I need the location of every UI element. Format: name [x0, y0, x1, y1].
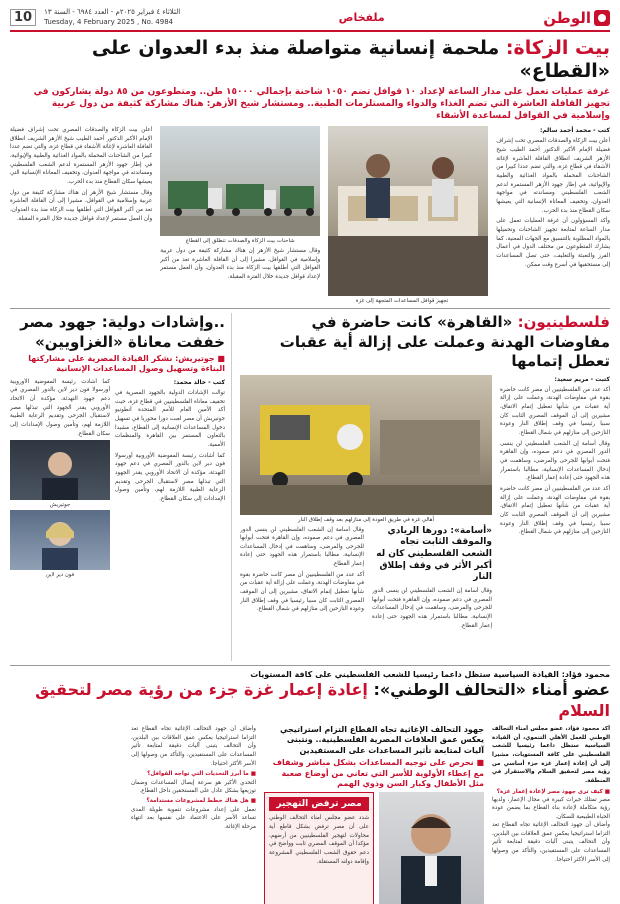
- top-story-column-1: [496, 126, 610, 316]
- palestinians-headline-text: «القاهرة» كانت حاضرة في مفاوضات الهدنة وعملت على إزالة أية عقبات تعطل إتمامها: [279, 313, 610, 371]
- osama-paragraph: وقال أسامة إن الشعب الفلسطيني لن ينسى الدور المصري في دعم صموده، وإن القاهرة فتحت أبوابها للجرحى والمرضى، وساهمت في إدخال المساعدات الإنسانية، مطالبا باستمرار هذه الجهود حتى إعادة إعمار القطاع.: [372, 587, 492, 629]
- bottom-subhead-1: جهود التحالف الإغاثية تجاه القطاع التزام استراتيجي يعكس عمق العلاقات المصرية الفلسطينية.. ونتبنى آليات لمتابعة تأثير المساعدات على المستفيدين: [279, 725, 484, 755]
- top-story-column-3: [160, 247, 320, 307]
- logo-text: الوطن: [543, 8, 591, 27]
- guterres-photo: [10, 440, 110, 500]
- middle-section: [10, 313, 610, 661]
- qa-item-1: [492, 788, 610, 822]
- no-displacement-title: مصر ترفض التهجير: [269, 797, 369, 811]
- top-photo-2-wrap: [160, 126, 320, 316]
- qa-answer-2: التحدي الأكبر هو سرعة إيصال المساعدات وضمان توزيعها بشكل عادل على المستحقين داخل القطاع.: [131, 779, 256, 795]
- osama-quote-title: «أسامة»: دورها الريادي والموقف الثابت تجاه الشعب الفلسطيني كان له أكبر الأثر في وقف إطلاق النار: [376, 525, 492, 583]
- international-body: [10, 378, 225, 648]
- top-story-paragraph-5: وقال مستشار شيخ الأزهر إن هناك مشاركة كثيفة من دول عربية وإسلامية في القوافل، مشيرا إلى أن القافلة العاشرة تعد من أكبر القوافل التي أطلقها بيت الزكاة منذ بدء العدوان، وأن العمل مستمر لإعداد قوافل جديدة خلال الفترة المقبلة.: [10, 189, 153, 222]
- page-number: 10: [10, 9, 36, 26]
- issue-meta: [44, 8, 180, 26]
- bottom-kicker: محمود فؤاد: القيادة السياسية ستظل داعما رئيسيا للشعب الفلسطيني على كافة المستويات: [250, 670, 610, 680]
- main-headline-kicker: بيت الزكاة:: [505, 37, 610, 59]
- bottom-paragraph-1: وأضاف أن جهود التحالف الإغاثية تجاه القطاع تعد التزاما استراتيجيا يعكس عمق العلاقات بين البلدين، وأن التحالف يتبنى آليات دقيقة لمتابعة تأثير المساعدات على المستفيدين، والتأكد من وصولها إلى الأسر الأكثر احتياجا.: [492, 822, 610, 863]
- qa-question-2: ■ ما أبرز التحديات التي تواجه القوافل؟: [147, 771, 256, 778]
- palestinians-column-2: [240, 526, 364, 656]
- international-side: [10, 378, 110, 648]
- bottom-subhead-2: ■ نحرص على توجيه المساعدات بشكل مباشر وشفاف مع إعطاء الأولوية للأسر التي تعاني من أوضاع صعبة مثل الأطفال وكبار السن وذوي الهمم: [272, 758, 484, 788]
- palestinians-headline: [240, 313, 610, 372]
- return-photo: [240, 375, 492, 515]
- return-illustration-icon: [240, 375, 492, 515]
- palestinians-byline: كتبت - مريم سعيد:: [554, 375, 610, 383]
- photo-illustration-icon: [328, 126, 488, 296]
- qa-question-3: ■ هل هناك خطط لمشروعات مستدامة؟: [146, 798, 256, 805]
- main-headline: [10, 37, 610, 83]
- international-headline: ..وإشادات دولية: جهود مصر خففت معاناة «الغزاويين»: [20, 313, 225, 351]
- no-displacement-text: شدد عضو مجلس أمناء التحالف الوطني على أن مصر ترفض بشكل قاطع أية محاولات لتهجير الفلسطينيين من أرضهم، مؤكدا أن الموقف المصري ثابت وواضح في دعم حقوق الشعب الفلسطيني المشروعة وإقامة دولته المستقلة.: [269, 815, 369, 865]
- date-english: Tuesday, 4 February 2025 , No. 4984: [44, 17, 174, 26]
- top-story-paragraph-4: أعلن بيت الزكاة والصدقات المصري تحت إشراف فضيلة الإمام الأكبر الدكتور أحمد الطيب شيخ الأزهر الشريف انطلاق القافلة العاشرة لإغاثة الأشقاء في قطاع غزة، والتي تضم عددا كبيرا من الشاحنات المحملة بالمواد الغذائية والطبية والإيوائية، في إطار جهود الأزهر المستمرة لدعم الشعب الفلسطيني ومساندته في مواجهة العدوان، وتخفيف المعاناة الإنسانية التي يعيشها سكان القطاع منذ بدء الحرب.: [10, 127, 153, 185]
- international-paragraph-1: توالت الإشادات الدولية بالجهود المصرية في تخفيف معاناة الفلسطينيين في قطاع غزة، حيث أكد الأمين العام للأمم المتحدة أنطونيو جوتيريش أن مصر لعبت دورا محوريا في تسهيل دخول المساعدات الإنسانية إلى القطاع، مشيدا بالتعاون المستمر بين القاهرة والمنظمات الأممية.: [115, 390, 225, 449]
- bottom-body: [10, 725, 610, 904]
- von-der-leyen-photo: [10, 510, 110, 570]
- mahmoud-fouad-portrait-icon: [379, 792, 484, 904]
- section-tag: ملفخاص: [338, 11, 385, 24]
- bottom-center: [264, 725, 484, 904]
- quote-block: [372, 526, 492, 657]
- main-headline-text: ملحمة إنسانية متواصلة منذ بدء العدوان على «القطاع»: [91, 37, 610, 82]
- qa-answer-3: نعمل على إعداد مشروعات تنموية طويلة المدى تساعد الأسر على الاعتماد على نفسها بعد انتهاء مرحلة الإغاثة.: [131, 806, 256, 830]
- qa-question-1: ■ كيف ترى جهود مصر لإعادة إعمار غزة؟: [496, 788, 610, 795]
- return-photo-caption: أهالي غزة في طريق العودة إلى منازلهم بعد وقف إطلاق النار: [298, 516, 434, 523]
- von-der-leyen-portrait-icon: [10, 510, 110, 570]
- top-story-column-4: [10, 126, 152, 316]
- palestinians-body: [240, 375, 610, 665]
- international-paragraph-2: كما أشادت رئيسة المفوضية الأوروبية أورسولا فون دير لاين بالدور المصري في دعم جهود التهدئة، مؤكدة أن الاتحاد الأوروبي يقدر الجهود التي تبذلها مصر لاستقبال الجرحى وتقديم الرعاية الطبية اللازمة لهم، وتأمين وصول الإمدادات إلى سكان القطاع.: [115, 452, 225, 502]
- top-story-paragraph-3: وقال مستشار شيخ الأزهر إن هناك مشاركة كثيفة من دول عربية وإسلامية في القوافل، مشيرا إلى أن القافلة العاشرة تعد من أكبر القوافل التي أطلقها بيت الزكاة منذ بدء العدوان، وأن العمل مستمر لإعداد قوافل جديدة خلال الفترة المقبلة.: [160, 248, 321, 280]
- palestinians-paragraph-1: أكد عدد من الفلسطينيين أن مصر كانت حاضرة بقوة في مفاوضات الهدنة، وعملت على إزالة أية عقبات من شأنها تعطيل إتمام الاتفاق، مشيرين إلى أن الموقف المصري الثابت كان سببا رئيسيا في وقف إطلاق النار وعودة النازحين إلى منازلهم في شمال القطاع.: [500, 386, 610, 437]
- main-subhead: غرفة عمليات تعمل على مدار الساعة لإعداد ١٠ قوافل تضم ١٠٥٠ شاحنة بإجمالي ١٥٠٠٠ طن.. ومتطوعون من ٨٥ دولة يشاركون في تجهيز القافلة العاشرة التي تضم الغذاء والدواء والمستلزمات الطبية.. ومستشار شيخ الأزهر: هناك مشاركة كثيفة من دول عربية وإسلامية في القوافل لمساعدة الأشقاء: [33, 86, 610, 121]
- bottom-headline-kicker: عضو أمناء «التحالف الوطني»:: [373, 680, 610, 700]
- palestinians-paragraph-3: أكد عدد من الفلسطينيين أن مصر كانت حاضرة بقوة في مفاوضات الهدنة، وعملت على إزالة أية عقبات من شأنها تعطيل إتمام الاتفاق، مشيرين إلى أن الموقف المصري الثابت كان سببا رئيسيا في وقف إطلاق النار وعودة النازحين إلى منازلهم في شمال القطاع.: [500, 486, 610, 536]
- qa-answer-1: مصر تمتلك خبرات كبيرة في مجال الإعمار، ولديها رؤية متكاملة لإعادة بناء القطاع بما يضمن عودة الحياة الطبيعية للسكان.: [492, 796, 610, 820]
- international-column-1: [115, 378, 225, 648]
- issue-info: [10, 8, 180, 26]
- top-photo-1-wrap: [328, 126, 488, 316]
- palestinians-lower: [240, 526, 492, 657]
- trucks-illustration-icon: [160, 126, 320, 236]
- logo-icon: [594, 10, 610, 26]
- bottom-headline-text: إعادة إعمار غزة جزء من رؤية مصر لتحقيق السلام: [35, 680, 610, 721]
- top-story-paragraph-1: أعلن بيت الزكاة والصدقات المصري تحت إشراف فضيلة الإمام الأكبر الدكتور أحمد الطيب شيخ الأزهر الشريف انطلاق القافلة العاشرة لإغاثة الأشقاء في قطاع غزة، والتي تضم عددا كبيرا من الشاحنات المحملة بالمواد الغذائية والطبية والإيوائية، في إطار جهود الأزهر المستمرة لدعم الشعب الفلسطيني ومساندته في مواجهة العدوان، وتخفيف المعاناة الإنسانية التي يعيشها سكان القطاع منذ بدء الحرب.: [496, 138, 610, 214]
- guterres-portrait-icon: [10, 440, 110, 500]
- palestinians-paragraph-4: وقال أسامة إن الشعب الفلسطيني لن ينسى الدور المصري في دعم صموده، وإن القاهرة فتحت أبوابها للجرحى والمرضى، وساهمت في إدخال المساعدات الإنسانية، مطالبا باستمرار هذه الجهود حتى إعادة إعمار القطاع.: [240, 526, 364, 568]
- international-byline: كتب - خالد محمد:: [173, 378, 225, 386]
- bottom-center-row: [264, 792, 484, 904]
- guterres-label: جوتيريش: [49, 501, 71, 508]
- osama-quote-body: [372, 587, 492, 657]
- international-column-2: [10, 378, 110, 438]
- qa-item-2: [131, 770, 256, 795]
- palestinians-media: [240, 375, 492, 665]
- palestinians-paragraph-2: وقال أسامة إن الشعب الفلسطيني لن ينسى الدور المصري في دعم صموده، وإن القاهرة فتحت أبوابها للجرحى والمرضى، وساهمت في إدخال المساعدات الإنسانية، مطالبا باستمرار هذه الجهود حتى إعادة إعمار القطاع.: [500, 440, 610, 482]
- bottom-paragraph-2: وأضاف أن جهود التحالف الإغاثية تجاه القطاع تعد التزاما استراتيجيا يعكس عمق العلاقات بين البلدين، وأن التحالف يتبنى آليات دقيقة لمتابعة تأثير المساعدات على المستفيدين، والتأكد من وصولها إلى الأسر الأكثر احتياجا.: [131, 726, 256, 767]
- international-story: [10, 313, 232, 661]
- aid-photo-caption: تجهيز قوافل المساعدات المتجهة إلى غزة: [355, 298, 449, 305]
- mahmoud-fouad-photo: [379, 792, 484, 904]
- section-divider-2: [10, 665, 610, 666]
- palestinians-story: [240, 313, 610, 661]
- international-paragraph-3: كما أشادت رئيسة المفوضية الأوروبية أورسولا فون دير لاين بالدور المصري في دعم جهود التهدئة، مؤكدة أن الاتحاد الأوروبي يقدر الجهود التي تبذلها مصر لاستقبال الجرحى وتقديم الرعاية الطبية اللازمة لهم، وتأمين وصول الإمدادات إلى سكان القطاع.: [10, 378, 110, 437]
- bottom-headline: [10, 680, 610, 722]
- bottom-column-3: [131, 725, 256, 904]
- qa-item-3: [131, 797, 256, 831]
- top-story-body: [10, 126, 610, 316]
- bottom-column-1: [492, 725, 610, 904]
- aid-packing-photo: [328, 126, 488, 296]
- newspaper-logo: [543, 9, 610, 27]
- international-subhead: ■ جوتيريش: نشكر القيادة المصرية على مشاركتها البناءة وتسهيل وصول المساعدات الإنسانية: [28, 354, 225, 374]
- palestinians-column-1: [500, 375, 610, 665]
- von-der-leyen-label: فون دير لاين: [45, 571, 75, 578]
- palestinians-paragraph-5: أكد عدد من الفلسطينيين أن مصر كانت حاضرة بقوة في مفاوضات الهدنة، وعملت على إزالة أية عقبات من شأنها تعطيل إتمام الاتفاق، مشيرين إلى أن الموقف المصري الثابت كان سببا رئيسيا في وقف إطلاق النار وعودة النازحين إلى منازلهم في شمال القطاع.: [240, 571, 364, 613]
- no-displacement-box: [264, 792, 374, 904]
- top-story-byline: كتب - محمد أحمد سالم:: [539, 127, 610, 135]
- bottom-intro: أكد محمود فؤاد، عضو مجلس أمناء التحالف الوطني للعمل الأهلي التنموي، أن القيادة السياسية ستظل داعما رئيسيا للشعب الفلسطيني على كافة المستويات، مشيرا إلى أن إعادة إعمار غزة جزء أساسي من رؤية مصر لتحقيق السلام والاستقرار في المنطقة.: [492, 726, 610, 784]
- trucks-photo: [160, 126, 320, 236]
- date-arabic: الثلاثاء ٤ فبراير ٢٠٢٥م - العدد ٦٩٨٤ - السنة ١٣: [44, 8, 181, 17]
- top-story-paragraph-2: وأكد المسؤولون أن غرفة العمليات تعمل على مدار الساعة لمتابعة تجهيز الشاحنات وتحميلها بالمواد المطلوبة بالتنسيق مع الجهات المعنية، كما يشارك المتطوعون من مختلف الدول في أعمال الفرز والتعبئة والتغليف، حتى تصل المساعدات إلى مستحقيها في أسرع وقت ممكن.: [496, 218, 610, 268]
- palestinians-headline-kicker: فلسطينيون:: [517, 313, 610, 332]
- trucks-photo-caption: شاحنات بيت الزكاة والصدقات تنطلق إلى القطاع: [185, 238, 295, 245]
- masthead: [10, 8, 610, 32]
